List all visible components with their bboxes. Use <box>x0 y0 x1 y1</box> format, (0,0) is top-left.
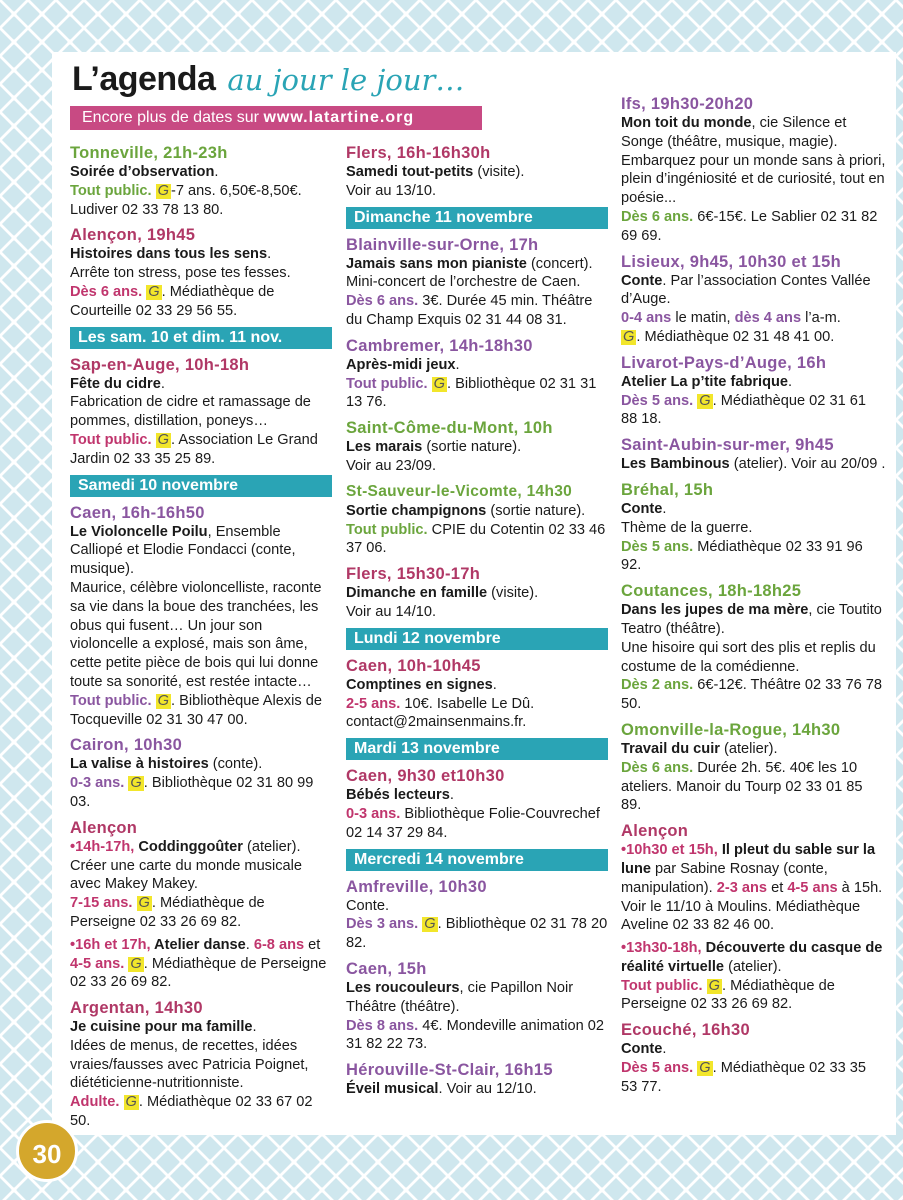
event-st-sauveur <box>346 482 608 558</box>
event-caen-roucouleurs <box>346 959 608 1054</box>
event-body: Les Bambinous (atelier). Voir au 20/09 . <box>621 456 886 473</box>
event-saint-aubin <box>621 435 886 474</box>
page-subtitle: au jour le jour… <box>227 63 465 97</box>
event-heading: Saint-Aubin-sur-mer, 9h45 <box>621 436 834 455</box>
event-heading: Alençon, 19h45 <box>70 226 196 245</box>
date-bar: Mercredi 14 novembre <box>346 849 608 871</box>
event-body: Travail du cuir (atelier). Dès 6 ans. Durée 2h. 5€. 40€ les 10 ateliers. Manoir du Tourp 02 33 01 85 89. <box>621 740 863 814</box>
event-flers-dimanche <box>346 564 608 622</box>
event-body: Le Violoncelle Poilu, Ensemble Calliopé et Elodie Fondacci (conte, musique). Maurice, célèbre violoncelliste, raconte sa vie dans la boue des tranchées, les obus qui fusent… Un jour son violoncelle a explosé, mais son âme, cette petite pièce de bois qui lui donne toute sa sonorité, est restée intacte… Tout public. G . Bibliothèque Alexis de Tocqueville 02 31 30 47 00. <box>70 523 322 728</box>
g-badge: G <box>623 328 635 345</box>
event-ifs <box>621 94 886 246</box>
event-sap-en-auge <box>70 355 332 469</box>
event-heading: Hérouville-St-Clair, 16h15 <box>346 1061 553 1080</box>
event-body: Je cuisine pour ma famille. Idées de menus, de recettes, idées vraies/fausses avec Patricia Poignet, diététicienne-nutritionniste. Adulte. G . Médiathèque 02 33 67 02 50. <box>70 1019 313 1130</box>
g-badge: G <box>157 431 170 448</box>
event-heading: Alençon <box>621 822 689 841</box>
event-omonville <box>621 720 886 815</box>
event-flers-samedi <box>346 143 608 201</box>
date-bar: Dimanche 11 novembre <box>346 207 608 229</box>
event-cambremer <box>346 336 608 412</box>
event-heading: Caen, 15h <box>346 959 427 978</box>
event-body: Dimanche en famille (visite). Voir au 14/10. <box>346 585 539 620</box>
g-badge: G <box>130 775 142 792</box>
event-caen-1600 <box>70 503 332 730</box>
page-title: L’agenda <box>72 60 216 98</box>
event-heading: Alençon <box>70 818 138 837</box>
event-alencon-col3 <box>621 821 886 1014</box>
event-body: Conte. Dès 3 ans. G . Bibliothèque 02 31 78 20 82. <box>346 897 608 952</box>
event-body: Sortie champignons (sortie nature). Tout public. CPIE du Cotentin 02 33 46 37 06. <box>346 502 606 557</box>
event-body: Bébés lecteurs. 0-3 ans. Bibliothèque Folie-Couvrechef 02 14 37 29 84. <box>346 787 600 841</box>
event-body: Dans les jupes de ma mère, cie Toutito Teatro (théâtre). Une hisoire qui sort des plis et replis du costume de la comédienne. Dès 2 ans. 6€-12€. Théâtre 02 33 76 78 50. <box>621 602 882 713</box>
event-cairon <box>70 735 332 811</box>
g-badge: G <box>424 916 436 933</box>
band-text: Encore plus de dates sur <box>82 109 264 126</box>
g-badge: G <box>433 375 446 392</box>
event-blainville <box>346 235 608 330</box>
event-heading: Flers, 16h-16h30h <box>346 144 491 162</box>
website-band <box>70 106 482 130</box>
event-heading: Argentan, 14h30 <box>70 999 203 1018</box>
event-body: Jamais sans mon pianiste (concert). Mini-concert de l’orchestre de Caen. Dès 6 ans. 3€. Durée 45 min. Théâtre du Champ Exquis 02 31 44 08 31. <box>346 255 593 328</box>
event-heading: Ecouché, 16h30 <box>621 1021 750 1040</box>
event-body: Mon toit du monde, cie Silence et Songe (théâtre, musique, magie). Embarquez pour un monde sans à priori, plein d’ingéniosité et de curiosité, tout en poésie... Dès 6 ans. 6€-15€. Le Sablier 02 31 82 69 69. <box>621 115 886 244</box>
event-heading: Livarot-Pays-d’Auge, 16h <box>621 353 827 372</box>
g-badge: G <box>699 392 711 409</box>
event-heading: Cambremer, 14h-18h30 <box>346 336 533 355</box>
date-bar: Samedi 10 novembre <box>70 475 332 497</box>
date-bar: Les sam. 10 et dim. 11 nov. <box>70 327 332 349</box>
agenda-header <box>72 60 464 100</box>
event-argentan <box>70 998 332 1131</box>
event-heading: Amfreville, 10h30 <box>346 877 487 896</box>
event-heading: Caen, 10h-10h45 <box>346 656 481 675</box>
event-caen-comptines <box>346 656 608 732</box>
event-body: Les roucouleurs, cie Papillon Noir Théâtre (théâtre). Dès 8 ans. 4€. Mondeville animation 02 31 82 22 73. <box>346 979 604 1053</box>
g-badge: G <box>708 977 721 994</box>
event-body: •16h et 17h, Atelier danse. 6-8 ans et 4-5 ans. G . Médiathèque de Perseigne 02 33 26 69 82. <box>70 936 327 991</box>
date-bar: Mardi 13 novembre <box>346 738 608 760</box>
event-heading: Blainville-sur-Orne, 17h <box>346 235 539 254</box>
event-alencon-multi <box>70 818 332 992</box>
event-brehal <box>621 480 886 575</box>
event-tonneville <box>70 143 332 219</box>
g-badge: G <box>157 692 170 709</box>
event-body: La valise à histoires (conte). 0-3 ans. G . Bibliothèque 02 31 80 99 03. <box>70 756 314 810</box>
event-herouville <box>346 1060 608 1099</box>
date-bar: Lundi 12 novembre <box>346 628 608 650</box>
event-heading: Sap-en-Auge, 10h-18h <box>70 355 250 374</box>
event-amfreville <box>346 877 608 953</box>
event-heading: Lisieux, 9h45, 10h30 et 15h <box>621 252 841 271</box>
event-body: •14h-17h, Coddinggoûter (atelier). Créer une carte du monde musicale avec Makey Makey. 7-15 ans. G . Médiathèque de Perseigne 02 33 26 69 82. <box>70 838 302 930</box>
event-heading: Flers, 15h30-17h <box>346 565 481 584</box>
event-body: Conte. Thème de la guerre. Dès 5 ans. Médiathèque 02 33 91 96 92. <box>621 500 863 574</box>
event-livarot <box>621 353 886 429</box>
event-heading: Ifs, 19h30-20h20 <box>621 95 754 113</box>
event-body: Les marais (sortie nature). Voir au 23/09. <box>346 439 522 474</box>
event-body: •13h30-18h, Découverte du casque de réalité virtuelle (atelier). Tout public. G . Médiathèque de Perseigne 02 33 26 69 82. <box>621 940 883 1013</box>
event-body: Après-midi jeux. Tout public. G . Bibliothèque 02 31 31 13 76. <box>346 356 597 411</box>
g-badge: G <box>138 895 150 912</box>
event-heading: Coutances, 18h-18h25 <box>621 582 802 601</box>
column-1 <box>70 143 332 1137</box>
event-lisieux <box>621 252 886 347</box>
event-body: Conte. Dès 5 ans. G . Médiathèque 02 33 35 53 77. <box>621 1041 866 1095</box>
page-number: 30 <box>16 1120 78 1182</box>
event-heading: Tonneville, 21h-23h <box>70 144 228 162</box>
g-badge: G <box>148 283 160 300</box>
event-heading: Saint-Côme-du-Mont, 10h <box>346 419 553 438</box>
website-link[interactable]: www.latartine.org <box>263 109 415 126</box>
event-heading: Omonville-la-Rogue, 14h30 <box>621 720 841 739</box>
event-heading: Bréhal, 15h <box>621 480 714 499</box>
event-heading: Caen, 16h-16h50 <box>70 503 205 522</box>
g-badge: G <box>699 1060 711 1077</box>
event-body: Histoires dans tous les sens. Arrête ton stress, pose tes fesses. Dès 6 ans. G . Médiathèque de Courteille 02 33 29 56 55. <box>70 246 291 319</box>
g-badge: G <box>125 1094 137 1111</box>
event-heading: Caen, 9h30 et10h30 <box>346 767 505 786</box>
event-body: Atelier La p’tite fabrique. Dès 5 ans. G . Médiathèque 02 31 61 88 18. <box>621 373 866 428</box>
event-body: Conte. Par l’association Contes Vallée d’Auge. 0-4 ans le matin, dès 4 ans l’a-m. G . Médiathèque 02 31 48 41 00. <box>621 272 871 345</box>
event-ecouche <box>621 1020 886 1096</box>
column-3 <box>621 94 886 1103</box>
column-2 <box>346 143 608 1105</box>
event-coutances <box>621 581 886 714</box>
event-body: Éveil musical. Voir au 12/10. <box>346 1081 537 1098</box>
event-body: •10h30 et 15h, Il pleut du sable sur la lune par Sabine Rosnay (conte, manipulation). 2-3 ans et 4-5 ans à 15h. Voir le 11/10 à Moulins. Médiathèque Aveline 02 33 82 46 00. <box>621 842 883 934</box>
event-heading: Cairon, 10h30 <box>70 736 183 755</box>
g-badge: G <box>157 182 170 199</box>
event-alencon-1945 <box>70 225 332 320</box>
event-caen-bebes <box>346 766 608 842</box>
event-body: Samedi tout-petits (visite). Voir au 13/10. <box>346 164 525 199</box>
event-heading: St-Sauveur-le-Vicomte, 14h30 <box>346 482 573 500</box>
event-saint-come <box>346 418 608 476</box>
event-body: Comptines en signes. 2-5 ans. 10€. Isabelle Le Dû. contact@2mainsenmains.fr. <box>346 676 535 731</box>
event-body: Fête du cidre. Fabrication de cidre et ramassage de pommes, distillation, poneys… Tout public. G . Association Le Grand Jardin 02 33 35 25 89. <box>70 375 318 467</box>
g-badge: G <box>130 955 142 972</box>
event-body: Soirée d’observation. Tout public. G -7 ans. 6,50€-8,50€. Ludiver 02 33 78 13 80. <box>70 164 302 218</box>
